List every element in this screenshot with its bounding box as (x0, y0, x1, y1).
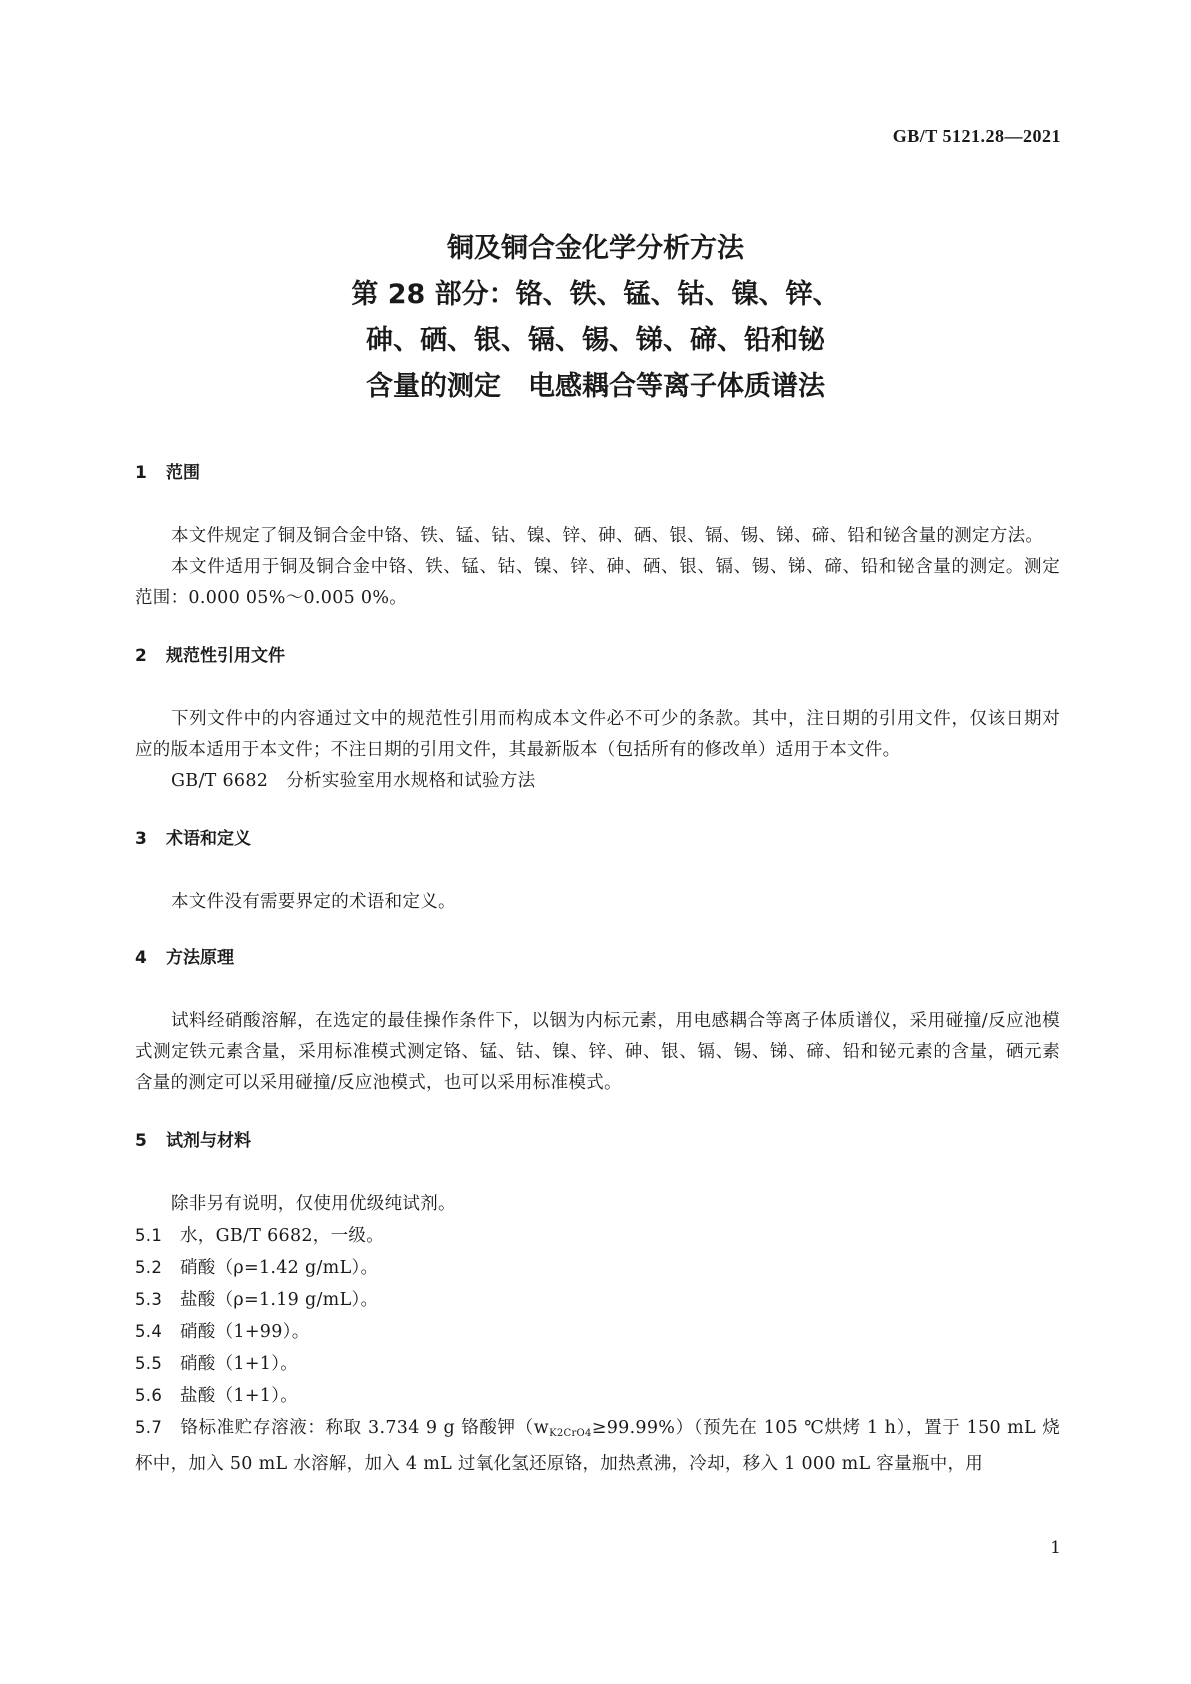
subscript-formula: K2CrO4 (549, 1428, 592, 1439)
list-item (135, 1316, 1060, 1348)
section-title: 试剂与材料 (166, 1131, 251, 1151)
paragraph: 本文件规定了铜及铜合金中铬、铁、锰、钴、镍、锌、砷、硒、银、镉、锡、锑、碲、铅和铋含量的测定方法。 (171, 526, 1044, 546)
paragraph: 除非另有说明，仅使用优级纯试剂。 (171, 1194, 456, 1214)
item-number: 5.5 (135, 1354, 163, 1373)
list-item (135, 1220, 1060, 1252)
section-title: 规范性引用文件 (166, 646, 285, 666)
document-title (0, 226, 1191, 410)
document-body (135, 458, 1060, 1480)
item-text: 硝酸（1+1）。 (180, 1354, 299, 1374)
title-line-2: 第 28 部分：铬、铁、锰、钴、镍、锌、 (351, 279, 840, 310)
section-number: 3 (135, 829, 147, 849)
item-number: 5.3 (135, 1290, 163, 1309)
title-line-1: 铜及铜合金化学分析方法 (447, 233, 744, 264)
item-number: 5.1 (135, 1226, 163, 1245)
list-item (135, 1348, 1060, 1380)
reference-entry (135, 766, 1060, 797)
section-number: 4 (135, 948, 147, 968)
list-item (135, 1284, 1060, 1316)
section-title: 术语和定义 (166, 829, 251, 849)
list-item (135, 1412, 1060, 1480)
list-item (135, 1252, 1060, 1284)
section-title: 范围 (166, 463, 200, 483)
item-text: 硝酸（ρ=1.42 g/mL）。 (180, 1258, 379, 1278)
section-title: 方法原理 (166, 948, 234, 968)
paragraph: 本文件适用于铜及铜合金中铬、铁、锰、钴、镍、锌、砷、硒、银、镉、锡、锑、碲、铅和铋含量的测定。测定范围：0.000 05%～0.005 0%。 (135, 557, 1060, 608)
page-number: 1 (1050, 1538, 1061, 1558)
paragraph: 本文件没有需要界定的术语和定义。 (171, 892, 456, 912)
list-item (135, 1380, 1060, 1412)
item-text: 盐酸（1+1）。 (180, 1386, 299, 1406)
item-number: 5.4 (135, 1322, 163, 1341)
section-heading-terms (135, 824, 1060, 855)
reference-title: 分析实验室用水规格和试验方法 (286, 771, 536, 791)
item-number: 5.7 (135, 1418, 163, 1437)
title-line-3: 砷、硒、银、镉、锡、锑、碲、铅和铋 (366, 325, 825, 356)
section-number: 1 (135, 463, 147, 483)
title-line-4: 含量的测定 电感耦合等离子体质谱法 (366, 371, 825, 402)
item-text-after: ≥99.99%）（预先在 105 ℃烘烤 1 h），置于 150 mL 烧杯中，加入 50 mL 水溶解，加入 4 mL 过氧化氢还原铬，加热煮沸，冷却，移入 1 000 mL 容量瓶中，用 (135, 1418, 1060, 1474)
item-number: 5.2 (135, 1258, 163, 1277)
section-heading-scope (135, 458, 1060, 489)
paragraph: 下列文件中的内容通过文中的规范性引用而构成本文件必不可少的条款。其中，注日期的引用文件，仅该日期对应的版本适用于本文件；不注日期的引用文件，其最新版本（包括所有的修改单）适用于本文件。 (135, 709, 1060, 760)
item-text-before: 铬标准贮存溶液：称取 3.734 9 g 铬酸钾（w (180, 1418, 550, 1438)
paragraph: 试料经硝酸溶解，在选定的最佳操作条件下，以铟为内标元素，用电感耦合等离子体质谱仪，采用碰撞/反应池模式测定铁元素含量，采用标准模式测定铬、锰、钴、镍、锌、砷、银、镉、锡、锑、碲、铅和铋元素的含量，硒元素含量的测定可以采用碰撞/反应池模式，也可以采用标准模式。 (135, 1011, 1060, 1093)
item-text: 硝酸（1+99）。 (180, 1322, 310, 1342)
standard-number: GB/T 5121.28—2021 (892, 126, 1061, 146)
item-text: 盐酸（ρ=1.19 g/mL）。 (180, 1290, 379, 1310)
section-number: 2 (135, 646, 147, 666)
section-heading-principle (135, 943, 1060, 974)
section-number: 5 (135, 1131, 147, 1151)
item-text: 水，GB/T 6682，一级。 (180, 1226, 385, 1246)
item-number: 5.6 (135, 1386, 163, 1405)
reference-code: GB/T 6682 (171, 771, 269, 791)
section-heading-reagents (135, 1126, 1060, 1157)
section-heading-normative-references (135, 641, 1060, 672)
